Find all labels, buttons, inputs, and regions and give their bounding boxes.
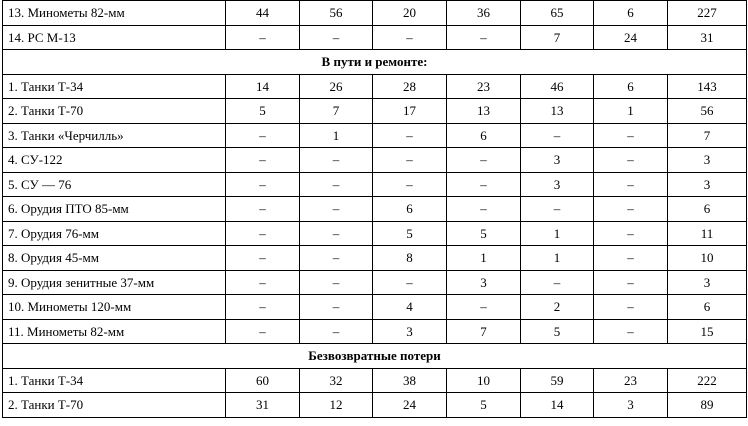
table-cell: 7 — [668, 123, 747, 148]
section-header: Безвозвратные потери — [3, 344, 747, 369]
table-cell: 3 — [668, 172, 747, 197]
table-row — [3, 123, 747, 148]
table-cell: 17 — [373, 99, 447, 124]
row-label: 5. СУ — 76 — [3, 172, 226, 197]
table-cell: – — [594, 270, 668, 295]
table-cell: 5 — [373, 221, 447, 246]
table-cell: 10 — [447, 368, 521, 393]
table-cell: 1 — [300, 123, 373, 148]
table-cell: 7 — [300, 99, 373, 124]
table-cell: – — [447, 25, 521, 50]
table-cell: – — [373, 172, 447, 197]
row-label: 2. Танки Т-70 — [3, 99, 226, 124]
table-row — [3, 368, 747, 393]
table-cell: 13 — [447, 99, 521, 124]
section-row-losses — [3, 344, 747, 369]
table-cell: 20 — [373, 1, 447, 26]
table-cell: – — [300, 25, 373, 50]
table-cell: – — [300, 148, 373, 173]
table-cell: – — [300, 221, 373, 246]
table-cell: 59 — [521, 368, 594, 393]
table-cell: 6 — [668, 197, 747, 222]
table-cell: 15 — [668, 319, 747, 344]
table-cell: 65 — [521, 1, 594, 26]
table-cell: – — [300, 319, 373, 344]
table-cell: 1 — [594, 99, 668, 124]
table-cell: 6 — [594, 74, 668, 99]
table-cell: – — [594, 319, 668, 344]
table-cell: – — [226, 246, 300, 271]
table-cell: 89 — [668, 393, 747, 418]
table-cell: 3 — [594, 393, 668, 418]
table-cell: 56 — [668, 99, 747, 124]
table-cell: – — [521, 270, 594, 295]
table-cell: – — [373, 123, 447, 148]
table-cell: 36 — [447, 1, 521, 26]
table-cell: 3 — [521, 172, 594, 197]
table-cell: – — [226, 295, 300, 320]
table-cell: 1 — [521, 221, 594, 246]
table-cell: 23 — [594, 368, 668, 393]
table-cell: – — [594, 148, 668, 173]
row-label: 13. Минометы 82-мм — [3, 1, 226, 26]
row-label: 10. Минометы 120-мм — [3, 295, 226, 320]
table-cell: 14 — [226, 74, 300, 99]
table-cell: – — [594, 172, 668, 197]
table-cell: 38 — [373, 368, 447, 393]
row-label: 3. Танки «Черчилль» — [3, 123, 226, 148]
table-row — [3, 197, 747, 222]
table-row — [3, 295, 747, 320]
table-cell: 6 — [594, 1, 668, 26]
table-cell: 143 — [668, 74, 747, 99]
table-row — [3, 99, 747, 124]
table-cell: 222 — [668, 368, 747, 393]
table-cell: – — [521, 123, 594, 148]
table-cell: 23 — [447, 74, 521, 99]
table-cell: – — [226, 221, 300, 246]
table-cell: – — [226, 172, 300, 197]
table-cell: 3 — [373, 319, 447, 344]
table-cell: 56 — [300, 1, 373, 26]
table-row — [3, 246, 747, 271]
table-cell: – — [373, 25, 447, 50]
section-header: В пути и ремонте: — [3, 50, 747, 75]
table-cell: – — [226, 25, 300, 50]
table-cell: – — [447, 197, 521, 222]
table-cell: 7 — [521, 25, 594, 50]
table-cell: 12 — [300, 393, 373, 418]
table-cell: 46 — [521, 74, 594, 99]
table-cell: 10 — [668, 246, 747, 271]
table-cell: – — [594, 246, 668, 271]
table-cell: 8 — [373, 246, 447, 271]
table-cell: 5 — [447, 393, 521, 418]
table-cell: 3 — [521, 148, 594, 173]
table-cell: 5 — [447, 221, 521, 246]
table-cell: 4 — [373, 295, 447, 320]
table-body — [3, 1, 747, 418]
table-cell: – — [447, 172, 521, 197]
table-cell: 24 — [373, 393, 447, 418]
table-cell: – — [300, 270, 373, 295]
table-cell: 3 — [668, 270, 747, 295]
row-label: 2. Танки Т-70 — [3, 393, 226, 418]
table-cell: – — [300, 246, 373, 271]
row-label: 6. Орудия ПТО 85-мм — [3, 197, 226, 222]
table-cell: 26 — [300, 74, 373, 99]
row-label: 4. СУ-122 — [3, 148, 226, 173]
table-cell: – — [226, 123, 300, 148]
table-row — [3, 221, 747, 246]
row-label: 7. Орудия 76-мм — [3, 221, 226, 246]
table-cell: – — [594, 221, 668, 246]
table-cell: 5 — [521, 319, 594, 344]
table-cell: 5 — [226, 99, 300, 124]
row-label: 14. РС М-13 — [3, 25, 226, 50]
table-cell: 6 — [447, 123, 521, 148]
row-label: 1. Танки Т-34 — [3, 368, 226, 393]
table-row — [3, 1, 747, 26]
table-cell: – — [226, 319, 300, 344]
table-row — [3, 74, 747, 99]
table-cell: – — [447, 295, 521, 320]
table-cell: 6 — [373, 197, 447, 222]
table-cell: 6 — [668, 295, 747, 320]
table-cell: – — [521, 197, 594, 222]
table-cell: 14 — [521, 393, 594, 418]
table-row — [3, 148, 747, 173]
table-cell: – — [594, 123, 668, 148]
row-label: 9. Орудия зенитные 37-мм — [3, 270, 226, 295]
equipment-table — [2, 0, 747, 418]
table-cell: – — [594, 197, 668, 222]
table-cell: 28 — [373, 74, 447, 99]
table-cell: – — [300, 172, 373, 197]
table-row — [3, 25, 747, 50]
table-row — [3, 319, 747, 344]
table-row — [3, 393, 747, 418]
table-cell: 3 — [668, 148, 747, 173]
row-label: 11. Минометы 82-мм — [3, 319, 226, 344]
table-cell: 31 — [226, 393, 300, 418]
table-cell: 31 — [668, 25, 747, 50]
table-cell: 2 — [521, 295, 594, 320]
table-row — [3, 172, 747, 197]
table-cell: – — [300, 197, 373, 222]
table-cell: 24 — [594, 25, 668, 50]
table-row — [3, 270, 747, 295]
table-cell: – — [447, 148, 521, 173]
section-row-repair — [3, 50, 747, 75]
table-cell: – — [226, 197, 300, 222]
table-cell: 3 — [447, 270, 521, 295]
table-cell: – — [373, 148, 447, 173]
row-label: 1. Танки Т-34 — [3, 74, 226, 99]
table-cell: 11 — [668, 221, 747, 246]
table-cell: 32 — [300, 368, 373, 393]
table-cell: 60 — [226, 368, 300, 393]
table-cell: – — [594, 295, 668, 320]
table-cell: – — [300, 295, 373, 320]
table-cell: – — [226, 148, 300, 173]
table-cell: 7 — [447, 319, 521, 344]
table-cell: 13 — [521, 99, 594, 124]
table-cell: – — [373, 270, 447, 295]
table-cell: 227 — [668, 1, 747, 26]
table-cell: 1 — [447, 246, 521, 271]
row-label: 8. Орудия 45-мм — [3, 246, 226, 271]
table-cell: 44 — [226, 1, 300, 26]
table-cell: – — [226, 270, 300, 295]
table-cell: 1 — [521, 246, 594, 271]
